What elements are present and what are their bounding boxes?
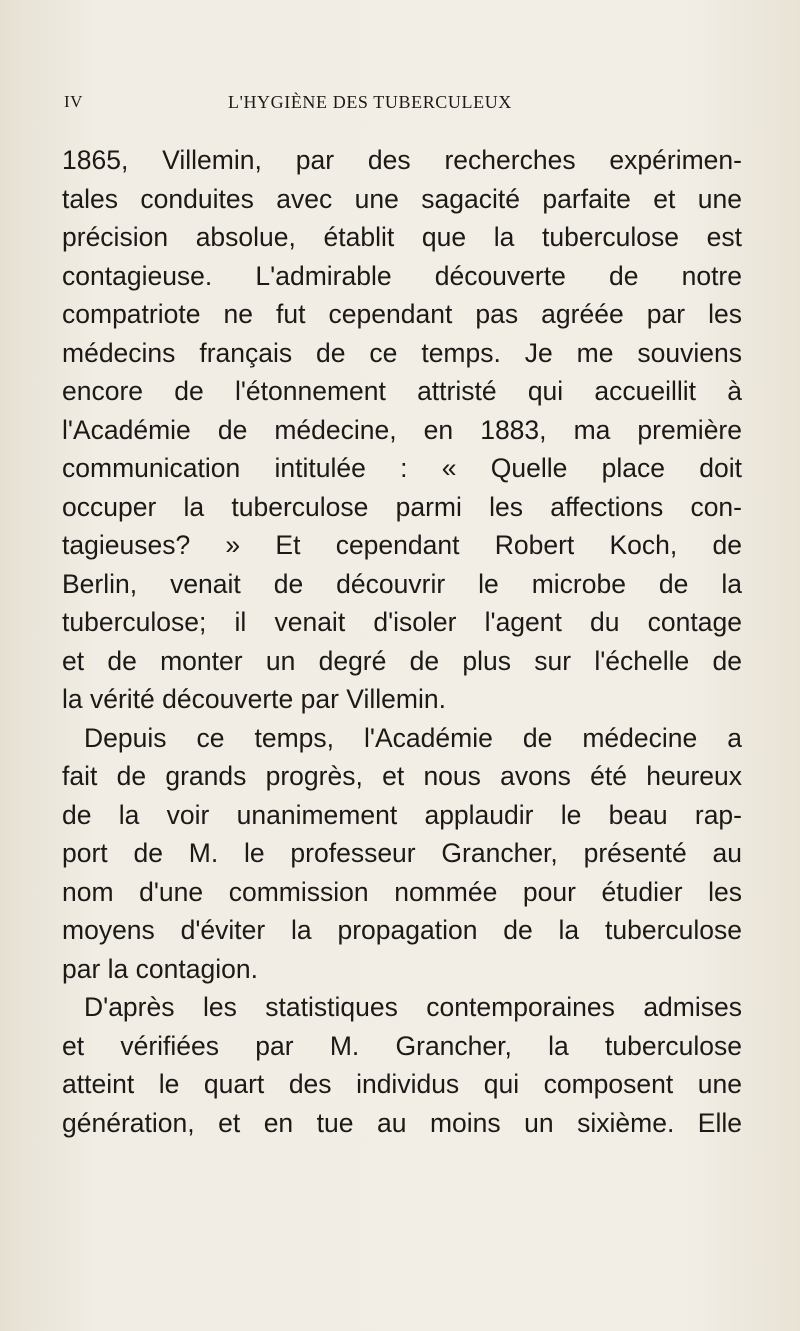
text-line: encore de l'étonnement attristé qui accueillit à [62,376,742,406]
running-head [58,92,748,118]
body-text [62,141,742,1142]
text-line: atteint le quart des individus qui composent une [62,1069,742,1099]
text-line: tales conduites avec une sagacité parfaite et une [62,183,742,214]
text-line: précision absolue, établit que la tuberculose est [62,222,742,252]
text-line: compatriote ne fut cependant pas agréée par les [62,299,742,329]
text-line: tuberculose; il venait d'isoler l'agent du contage [62,607,742,637]
text-line: tagieuses? » Et cependant Robert Koch, de [62,530,742,560]
text-line: médecins français de ce temps. Je me souviens [62,337,742,368]
text-line: nom d'une commission nommée pour étudier les [62,876,742,907]
text-line: moyens d'éviter la propagation de la tuberculose [62,915,742,945]
text-line: D'après les statistiques contemporaines admises [84,992,742,1022]
text-line: Depuis ce temps, l'Académie de médecine a [84,722,742,753]
text-line: occuper la tuberculose parmi les affections con- [62,491,742,522]
page-number: IV [64,92,83,111]
text-line: contagieuse. L'admirable découverte de notre [62,260,742,291]
text-line: 1865, Villemin, par des recherches expérimen- [62,145,742,175]
text-line: génération, et en tue au moins un sixième. Elle [62,1107,742,1138]
text-line: et de monter un degré de plus sur l'échelle de [62,645,742,676]
text-line: l'Académie de médecine, en 1883, ma première [62,414,742,445]
text-line: la vérité découverte par Villemin. [62,684,446,714]
text-line: Berlin, venait de découvrir le microbe de la [62,568,742,599]
text-line: fait de grands progrès, et nous avons été heureux [62,761,742,791]
text-line: de la voir unanimement applaudir le beau rap- [62,799,742,830]
text-line: et vérifiées par M. Grancher, la tuberculose [62,1030,742,1061]
running-head-title: L'HYGIÈNE DES TUBERCULEUX [228,92,512,112]
text-line: par la contagion. [62,953,258,984]
text-line: port de M. le professeur Grancher, présenté au [62,838,742,868]
text-line: communication intitulée : « Quelle place doit [62,453,742,483]
